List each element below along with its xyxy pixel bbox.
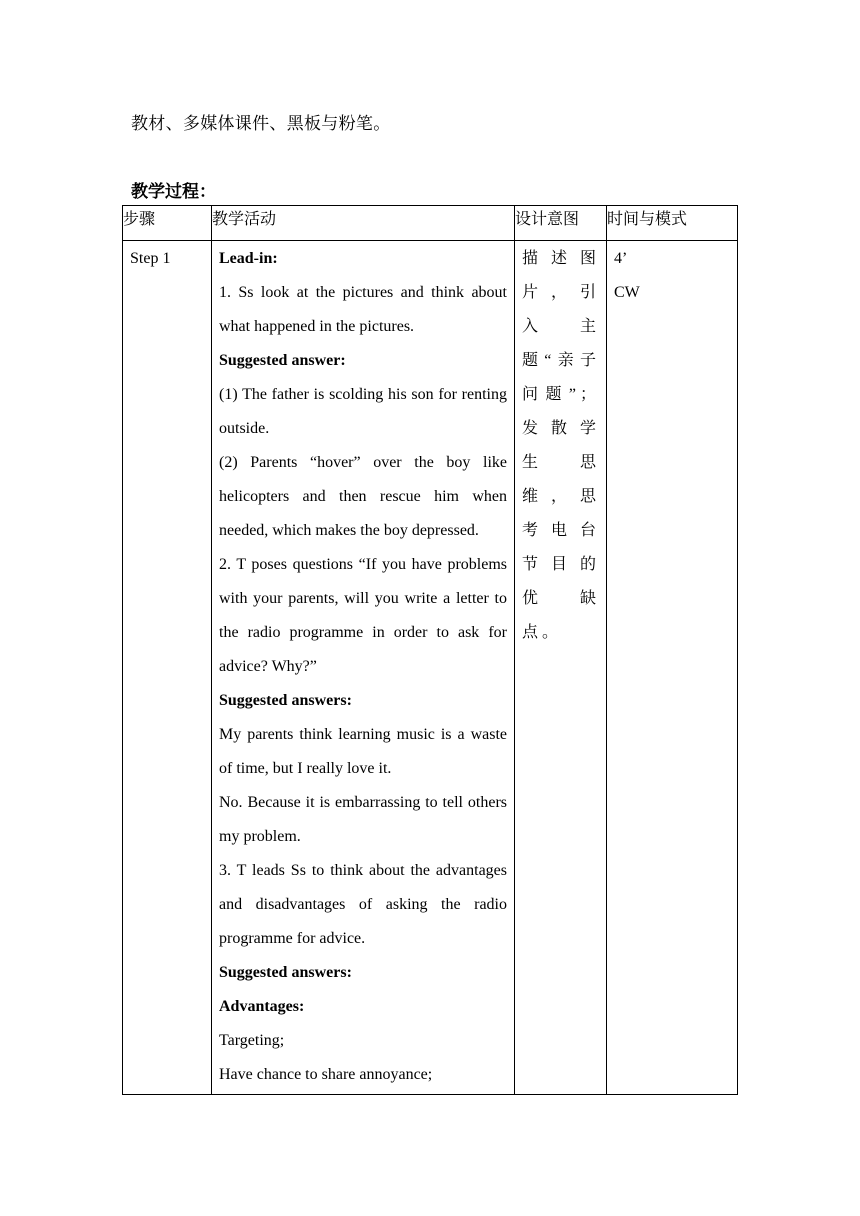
activity-line: Lead-in: <box>219 250 278 267</box>
intent-text: 描述图片，引入主题“亲子问题”；发散学生思维，思考电台节目的优缺点。 <box>522 250 600 641</box>
activity-line: (2) Parents “hover” over the boy like helicopters and then rescue him when needed, which makes the boy depressed. <box>219 454 507 539</box>
lesson-plan-table <box>122 205 738 1095</box>
activity-line: Advantages: <box>219 998 305 1015</box>
activity-line: 1. Ss look at the pictures and think about what happened in the pictures. <box>219 284 507 335</box>
step-cell: Step 1 <box>123 241 212 1095</box>
activity-line: My parents think learning music is a waste of time, but I really love it. <box>219 726 507 777</box>
time-mode-cell <box>607 241 738 1095</box>
activity-line: Suggested answers: <box>219 692 352 709</box>
header-activity: 教学活动 <box>212 206 515 241</box>
activity-line: No. Because it is embarrassing to tell others my problem. <box>219 794 507 845</box>
header-intent: 设计意图 <box>515 206 607 241</box>
activity-cell <box>212 241 515 1095</box>
teaching-materials-text: 教材、多媒体课件、黑板与粉笔。 <box>131 114 391 133</box>
activity-line: (1) The father is scolding his son for renting outside. <box>219 386 507 437</box>
table-row <box>123 241 738 1095</box>
header-time-mode: 时间与模式 <box>607 206 738 241</box>
time-value: 4’ <box>614 250 628 267</box>
activity-line: Targeting; <box>219 1032 285 1049</box>
activity-line: Have chance to share annoyance; <box>219 1066 433 1083</box>
mode-value: CW <box>614 284 640 301</box>
teaching-process-heading: 教学过程： <box>131 182 216 201</box>
header-step: 步骤 <box>123 206 212 241</box>
activity-line: 3. T leads Ss to think about the advantages and disadvantages of asking the radio programme for advice. <box>219 862 507 947</box>
activity-line: Suggested answer: <box>219 352 346 369</box>
activity-line: 2. T poses questions “If you have problems with your parents, will you write a letter to the radio programme in order to ask for advice? Why?” <box>219 556 507 675</box>
intent-cell <box>515 241 607 1095</box>
table-header-row <box>123 206 738 241</box>
activity-line: Suggested answers: <box>219 964 352 981</box>
